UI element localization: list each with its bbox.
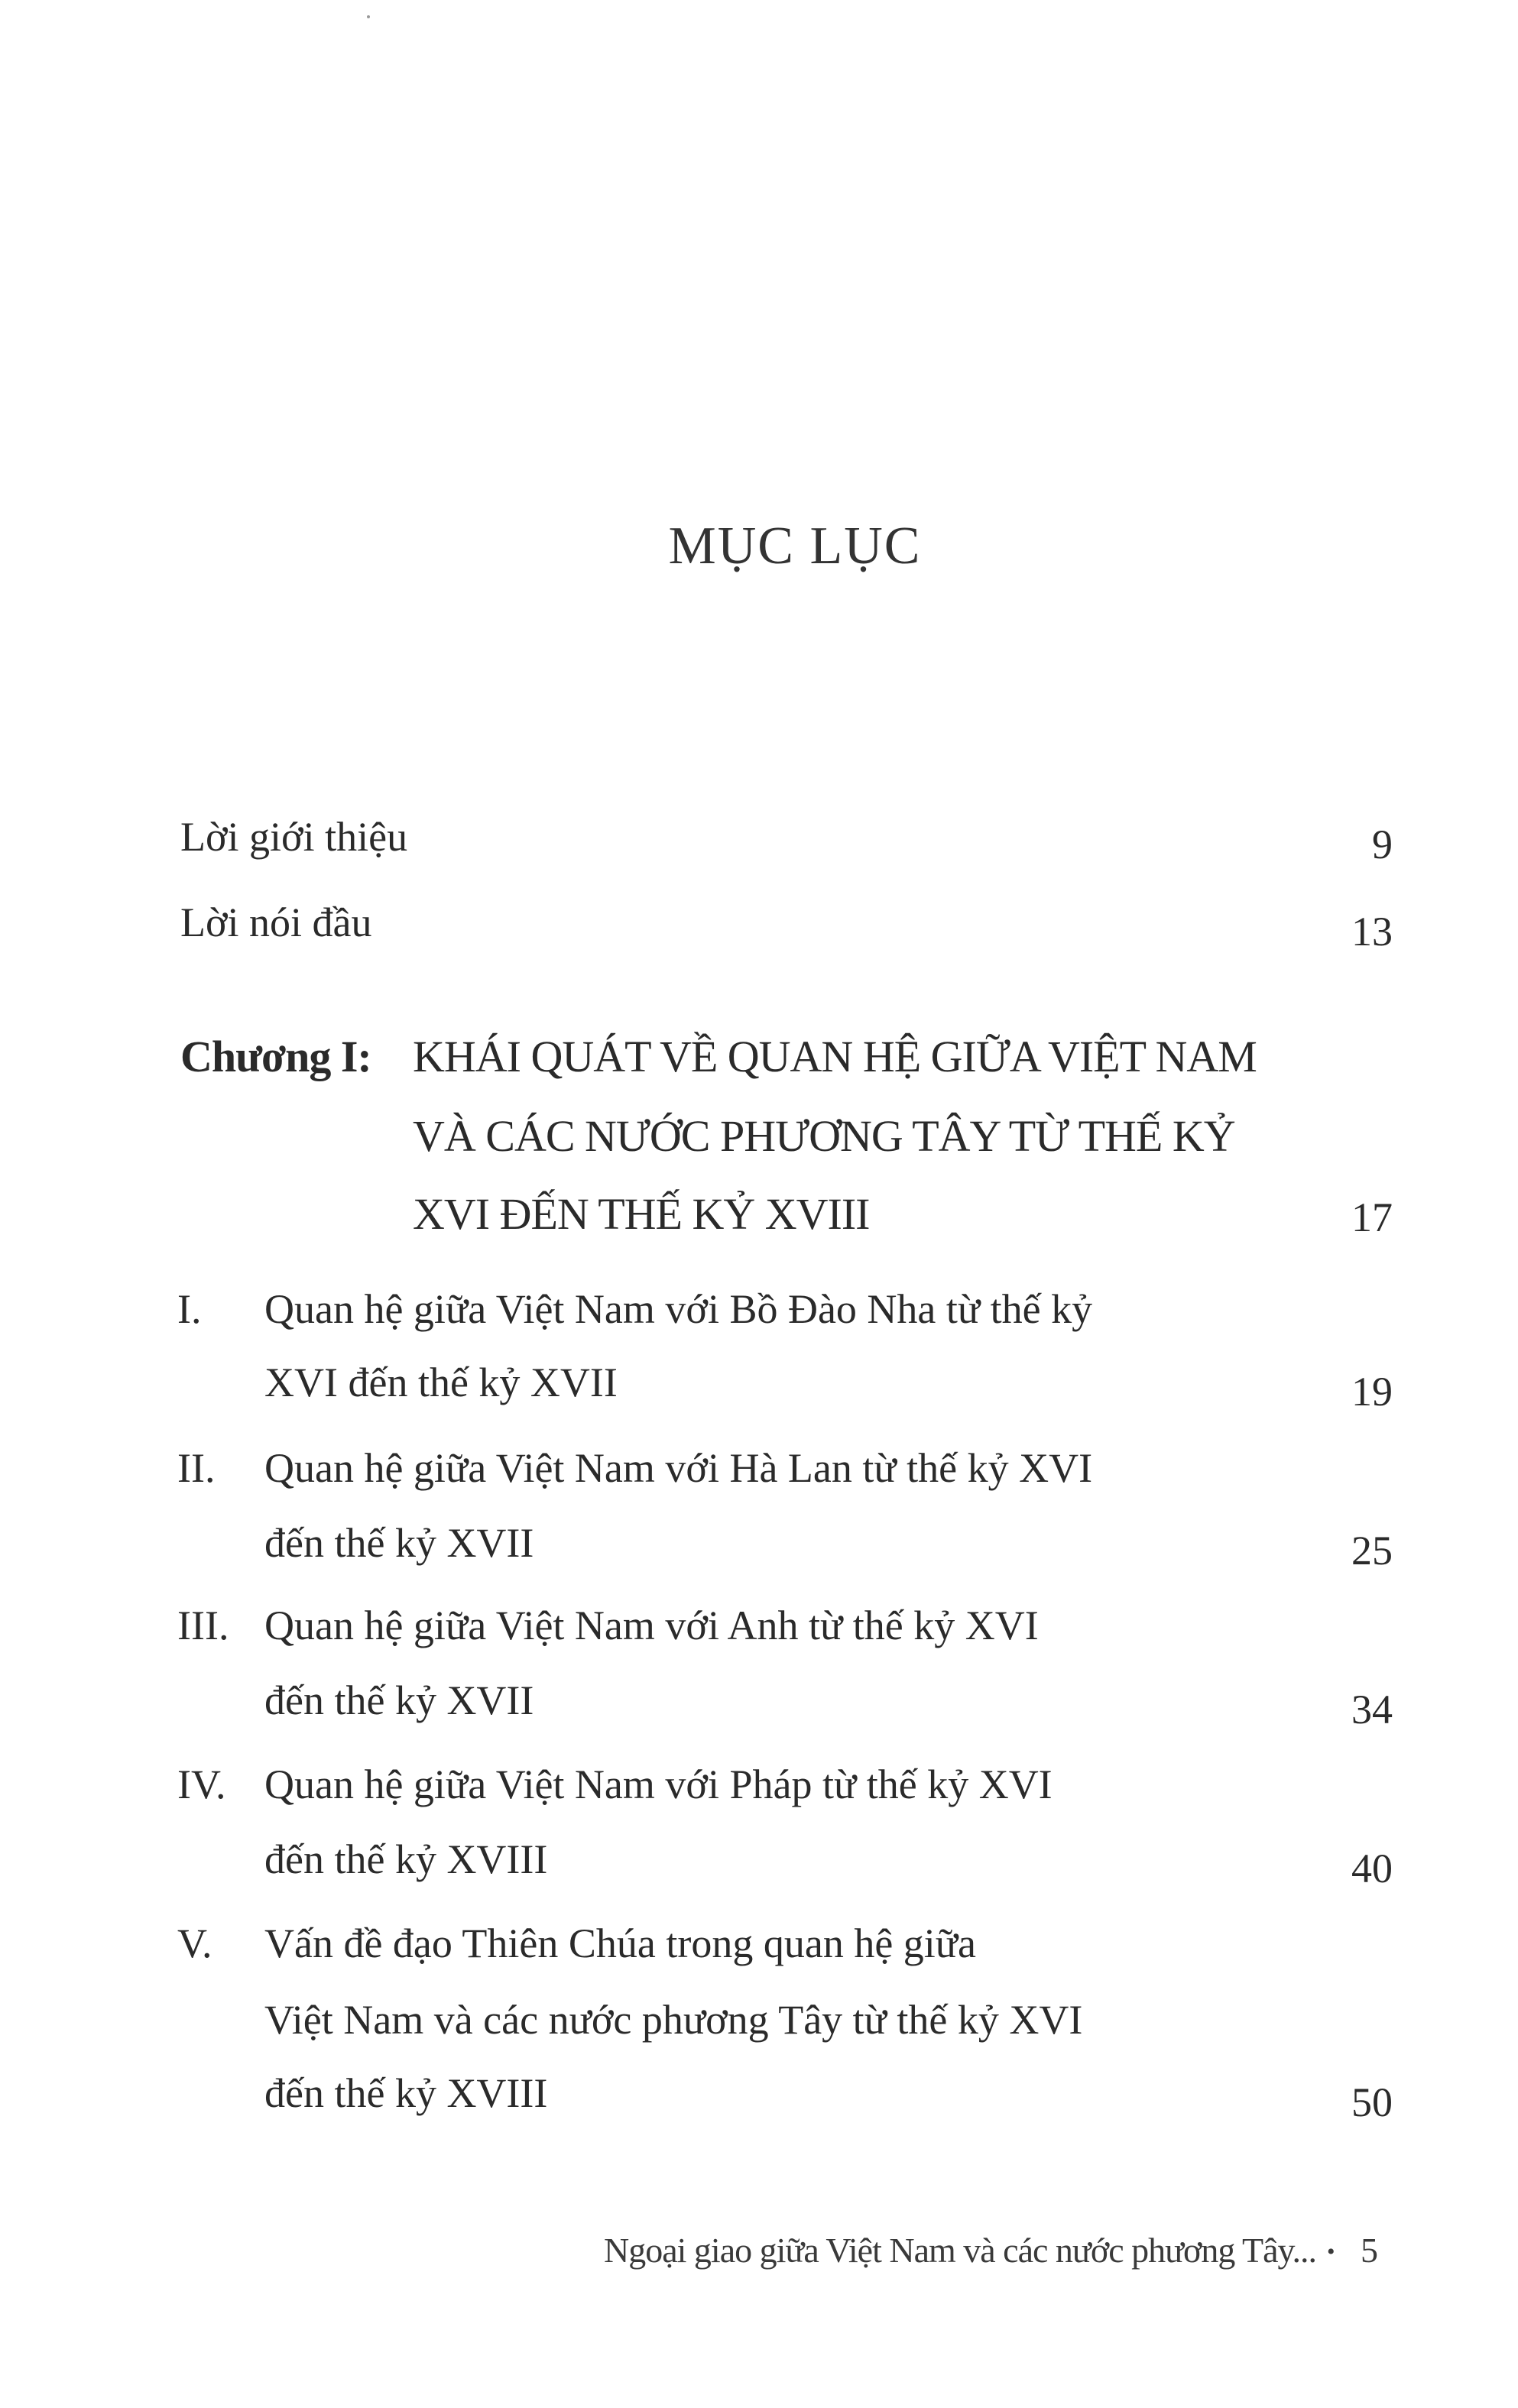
toc-page-number: 13 [1351,909,1393,954]
section-title-line[interactable]: đến thế kỷ XVIII [264,1836,548,1882]
toc-page-number: 17 [1351,1194,1393,1240]
toc-page-number: 25 [1351,1528,1393,1573]
section-numeral: IV. [177,1761,226,1807]
page-number: 5 [1361,2231,1378,2270]
section-title-line[interactable]: Việt Nam và các nước phương Tây từ thế kỷ XVI [264,1997,1083,2043]
section-title-line[interactable]: đến thế kỷ XVIII [264,2070,548,2116]
toc-entry-introduction[interactable]: Lời giới thiệu [180,814,408,860]
running-title: Ngoại giao giữa Việt Nam và các nước phương Tây... [604,2231,1317,2270]
section-numeral: I. [177,1286,202,1332]
section-title-line[interactable]: Quan hệ giữa Việt Nam với Anh từ thế kỷ XVI [264,1603,1039,1648]
section-numeral: V. [177,1920,212,1966]
section-title-line[interactable]: XVI đến thế kỷ XVII [264,1360,618,1405]
toc-page-number: 34 [1351,1687,1393,1732]
toc-page-number: 9 [1372,822,1393,867]
toc-page-number: 50 [1351,2079,1393,2125]
chapter-label: Chương I: [180,1032,371,1081]
page-title: MỤC LỤC [668,517,922,575]
paper-speck [367,15,370,18]
toc-page-number: 19 [1351,1369,1393,1415]
section-numeral: II. [177,1445,216,1491]
section-title-line[interactable]: Vấn đề đạo Thiên Chúa trong quan hệ giữa [264,1920,977,1966]
section-title-line[interactable]: đến thế kỷ XVII [264,1520,534,1566]
section-title-line[interactable]: Quan hệ giữa Việt Nam với Hà Lan từ thế kỷ XVI [264,1445,1093,1491]
chapter-title-line[interactable]: VÀ CÁC NƯỚC PHƯƠNG TÂY TỪ THẾ KỶ [413,1111,1235,1161]
toc-page-number: 40 [1351,1846,1393,1891]
section-title-line[interactable]: đến thế kỷ XVII [264,1677,534,1723]
chapter-title-line[interactable]: XVI ĐẾN THẾ KỶ XVIII [413,1189,870,1239]
section-numeral: III. [177,1603,229,1648]
footer-bullet: • [1327,2239,1335,2264]
section-title-line[interactable]: Quan hệ giữa Việt Nam với Pháp từ thế kỷ XVI [264,1761,1053,1807]
section-title-line[interactable]: Quan hệ giữa Việt Nam với Bồ Đào Nha từ thế kỷ [264,1286,1093,1332]
chapter-title-line[interactable]: KHÁI QUÁT VỀ QUAN HỆ GIỮA VIỆT NAM [413,1032,1257,1081]
toc-entry-preface[interactable]: Lời nói đầu [180,899,372,945]
